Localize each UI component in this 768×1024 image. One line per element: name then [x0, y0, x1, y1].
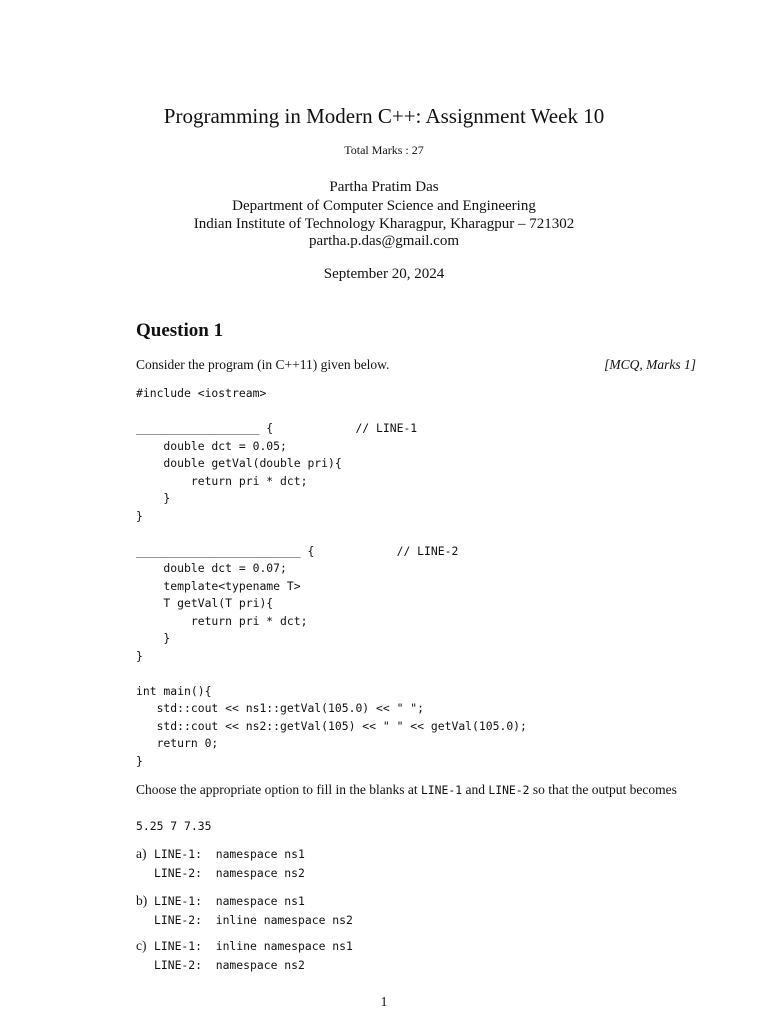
author-email: partha.p.das@gmail.com [308, 233, 460, 249]
option-b [136, 892, 353, 929]
option-a-line1: LINE-1: namespace ns1 [154, 847, 305, 861]
document-date: September 20, 2024 [323, 266, 445, 282]
question-intro: Consider the program (in C++11) given below. [136, 357, 390, 372]
page-number: 1 [380, 994, 388, 1009]
expected-output: 5.25 7 7.35 [136, 819, 212, 833]
option-a-label: a) [136, 846, 147, 861]
prompt-line2-ref: LINE-2 [488, 783, 530, 797]
option-a-line2: LINE-2: namespace ns2 [154, 865, 305, 880]
prompt-line1-ref: LINE-1 [420, 783, 463, 797]
total-marks: Total Marks : 27 [344, 143, 424, 157]
prompt-text: Choose the appropriate option to fill in the blanks at [136, 782, 421, 797]
option-c-line2: LINE-2: namespace ns2 [154, 957, 305, 972]
prompt-and: and [462, 782, 489, 797]
option-b-label: b) [136, 893, 148, 908]
option-b-line1: LINE-1: namespace ns1 [154, 894, 305, 908]
author-name: Partha Pratim Das [329, 179, 439, 195]
option-c-label: c) [136, 938, 147, 953]
question-prompt [136, 781, 700, 799]
code-listing: #include <iostream> __________________ { // LINE-1 double dct = 0.05; double getVal(double pri){ return pri * dct; } } ________________________ { // LINE-2 double dct = 0.07; template<typename T> T getVal(T pri){ return pri * dct; } } int main(){ std::cout << ns1::getVal(105.0) << " "; std::cout << ns2::getVal(105) << " " << getVal(105.0); return 0; } [136, 386, 527, 768]
question-tag: [MCQ, Marks 1] [604, 357, 696, 372]
document-title: Programming in Modern C++: Assignment Week 10 [163, 104, 605, 128]
prompt-text-end: so that the output becomes [529, 782, 677, 797]
option-a [136, 845, 305, 882]
option-b-line2: LINE-2: inline namespace ns2 [154, 912, 353, 927]
option-c [136, 937, 353, 974]
question-heading: Question 1 [136, 320, 224, 341]
institute: Indian Institute of Technology Kharagpur, Kharagpur – 721302 [193, 216, 575, 232]
option-c-line1: LINE-1: inline namespace ns1 [154, 939, 353, 953]
department: Department of Computer Science and Engineering [232, 198, 536, 214]
